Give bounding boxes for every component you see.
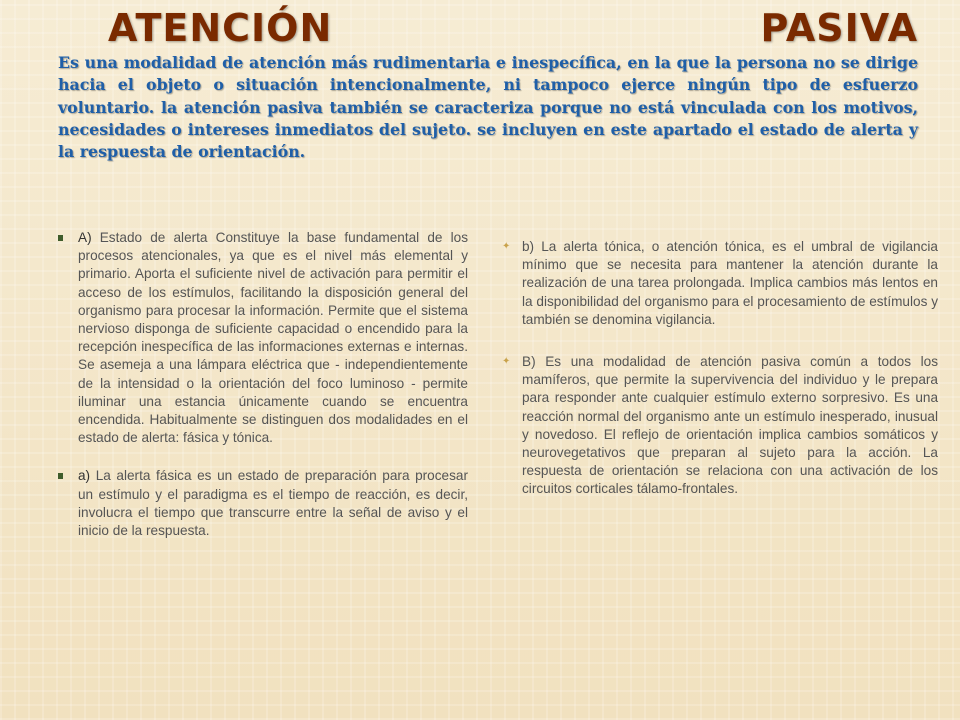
list-item-alerta-tonica xyxy=(500,238,938,329)
square-bullet-icon xyxy=(58,473,63,479)
star-bullet-icon: ✦ xyxy=(502,241,511,252)
right-column xyxy=(500,238,938,499)
list-item-alerta-fasica xyxy=(58,467,468,540)
star-bullet-icon: ✦ xyxy=(502,356,511,368)
item-text: La alerta fásica es un estado de preparación para procesar un estímulo y el paradigma es el tiempo de reacción, es decir, involucra el tiempo que transcurre entre la señal de aviso y el inicio de la respuesta. xyxy=(78,468,468,539)
item-text: B) Es una modalidad de atención pasiva común a todos los mamíferos, que permite la supervivencia del individuo y le prepara para responder ante cualquier estímulo externo sorpresivo. Es una reacción normal del organismo ante un estímulo inesperado, inusual y novedoso. El reflejo de orientación implica cambios somáticos y neurovegetativos que preparan al sujeto para la acción. La respuesta de orientación se relaciona con una activación de los circuitos corticales tálamo-frontales. xyxy=(522,354,938,497)
item-lead: A) xyxy=(78,230,92,245)
title-left-word: ATENCIÓN xyxy=(108,6,333,50)
intro-paragraph: Es una modalidad de atención más rudimentaria e inespecífica, en la que la persona no se dirige hacia el objeto o situación intencionalmente, ni tampoco ejerce ningún tipo de esfuerzo voluntario. la atención pasiva también se caracteriza porque no está vinculada con los motivos, necesidades o intereses inmediatos del sujeto. se incluyen en este apartado el estado de alerta y la respuesta de orientación. xyxy=(58,53,918,162)
square-bullet-icon xyxy=(58,235,63,241)
slide-title xyxy=(108,6,918,50)
list-item-orientacion xyxy=(500,353,938,499)
item-text: b) La alerta tónica, o atención tónica, es el umbral de vigilancia mínimo que se necesita para mantener la atención durante la realización de una tarea prolongada. Implica cambios más lentos en la disponibilidad del organismo para el procesamiento de estímulos y también se denomina vigilancia. xyxy=(522,239,938,327)
left-column xyxy=(58,229,468,540)
title-right-word: PASIVA xyxy=(760,6,918,50)
item-lead: a) xyxy=(78,468,91,484)
list-item-estado-alerta xyxy=(58,229,468,447)
item-text: Estado de alerta Constituye la base fundamental de los procesos atencionales, ya que es el nivel más elemental y primario. Aporta el suficiente nivel de activación para permitir el acceso de los estímulos, facilitando la disposición general del organismo para procesar la información. Permite que el sistema nervioso disponga de suficiente capacidad o encendido para la recepción inespecífica de las informaciones externas e internas. Se asemeja a una lámpara eléctrica que - independientemente de la intensidad o la orientación del foco luminoso - permite iluminar una estancia únicamente cuando se encuentra encendida. Habitualmente se distinguen dos modalidades en el estado de alerta: fásica y tónica. xyxy=(78,230,468,446)
